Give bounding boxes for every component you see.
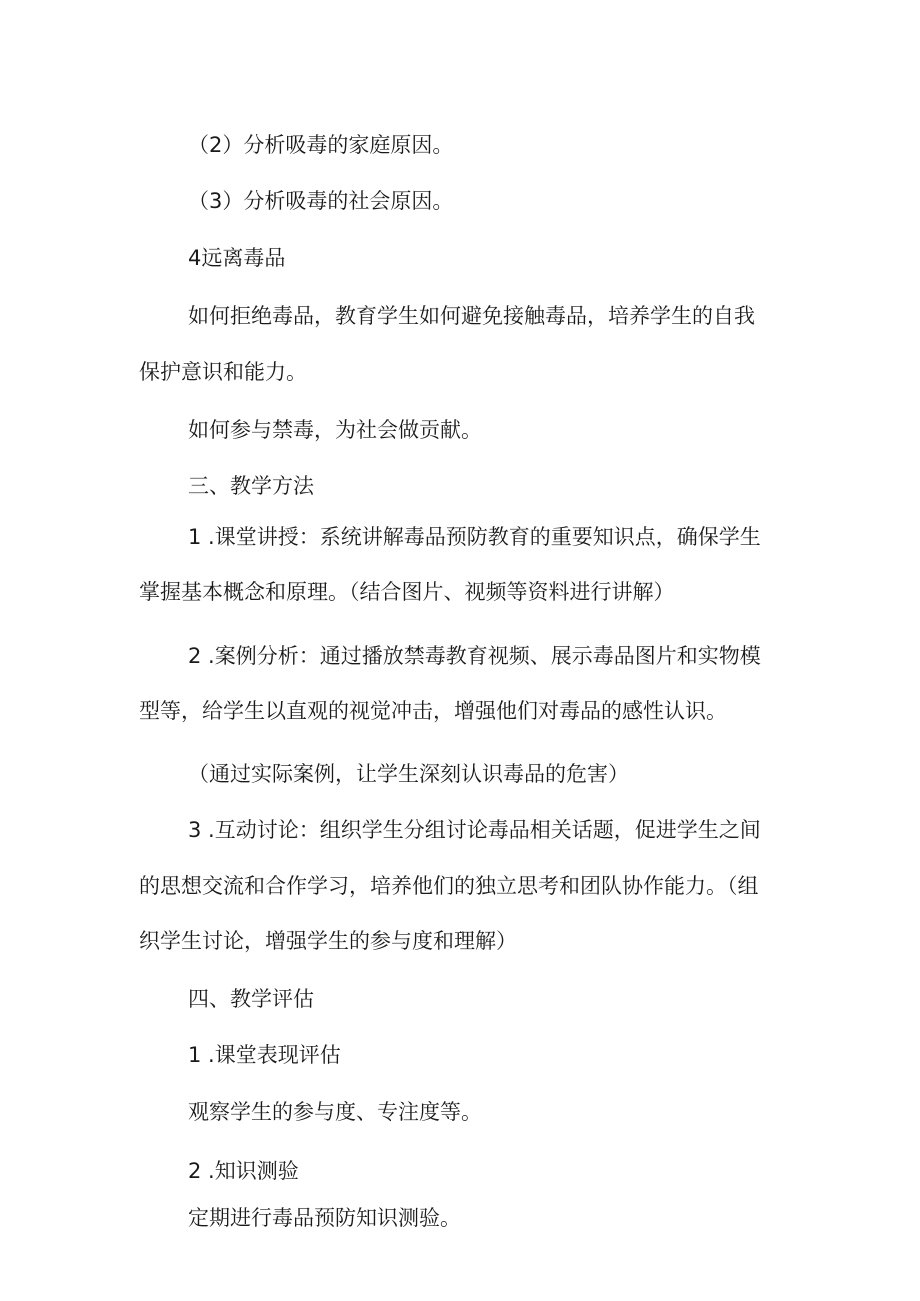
- list-item-social-reasons: （3）分析吸毒的社会原因。: [188, 189, 454, 213]
- method-case-line2: 型等，给学生以直观的视觉冲击，增强他们对毒品的感性认识。: [139, 699, 727, 723]
- section-heading-teaching-methods: 三、教学方法: [188, 474, 314, 498]
- method-case-note: （通过实际案例，让学生深刻认识毒品的危害）: [188, 762, 629, 786]
- evaluation-classroom-text: 观察学生的参与度、专注度等。: [188, 1100, 482, 1124]
- method-lecture-line1: 1 .课堂讲授：系统讲解毒品预防教育的重要知识点，确保学生: [188, 525, 761, 549]
- paragraph-participate: 如何参与禁毒，为社会做贡献。: [188, 418, 482, 442]
- evaluation-quiz-text: 定期进行毒品预防知识测验。: [188, 1206, 461, 1230]
- section-heading-stay-away: 4远离毒品: [188, 246, 286, 270]
- method-discussion-line1: 3 .互动讨论：组织学生分组讨论毒品相关话题，促进学生之间: [188, 818, 761, 842]
- method-discussion-line3: 织学生讨论，增强学生的参与度和理解）: [139, 929, 517, 953]
- method-lecture-line2: 掌握基本概念和原理。（结合图片、视频等资料进行讲解）: [139, 580, 675, 604]
- method-discussion-line2: 的思想交流和合作学习，培养他们的独立思考和团队协作能力。（组: [139, 874, 759, 898]
- section-heading-teaching-evaluation: 四、教学评估: [188, 987, 314, 1011]
- paragraph-refuse-drugs-line2: 保护意识和能力。: [139, 360, 307, 384]
- evaluation-classroom-heading: 1 .课堂表现评估: [188, 1043, 341, 1067]
- method-case-line1: 2 .案例分析：通过播放禁毒教育视频、展示毒品图片和实物模: [188, 644, 761, 668]
- paragraph-refuse-drugs-line1: 如何拒绝毒品，教育学生如何避免接触毒品，培养学生的自我: [188, 304, 755, 328]
- list-item-family-reasons: （2）分析吸毒的家庭原因。: [188, 133, 454, 157]
- evaluation-quiz-heading: 2 .知识测验: [188, 1159, 299, 1183]
